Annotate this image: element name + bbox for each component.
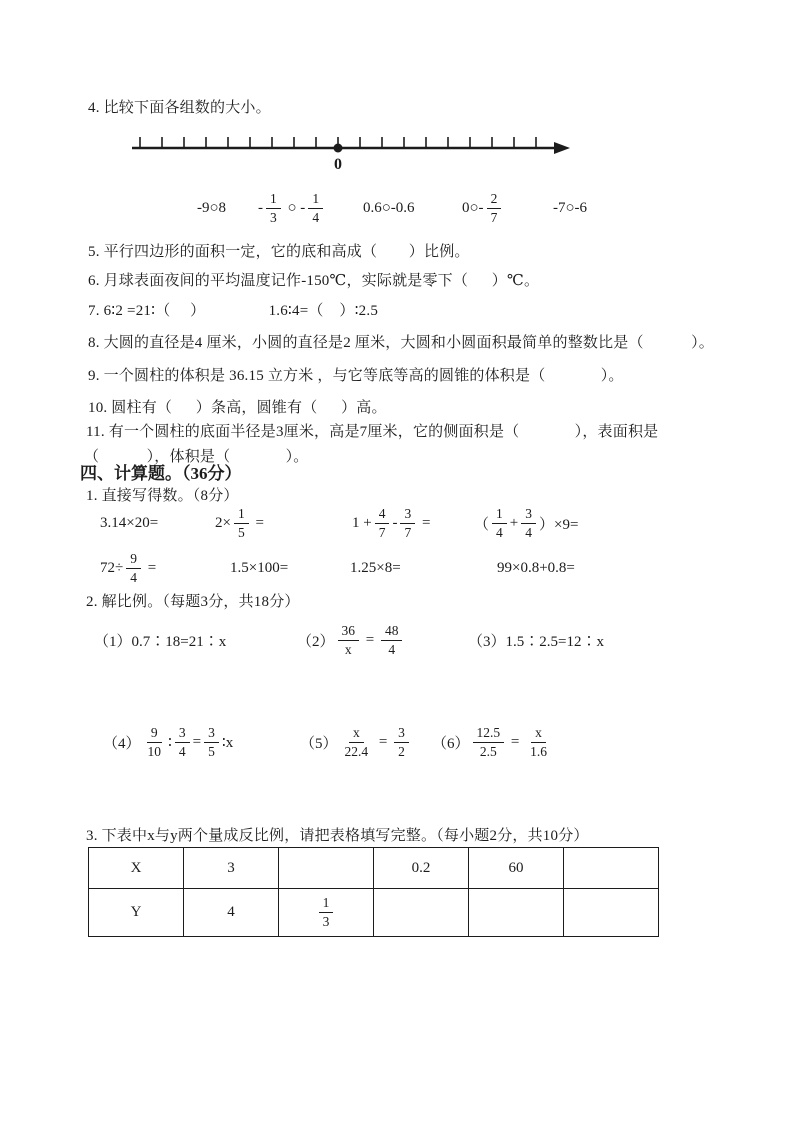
table-cell [564, 848, 659, 889]
math-text: = [362, 631, 378, 648]
fraction-denominator: 5 [208, 743, 215, 759]
cell-content [89, 904, 183, 921]
fraction [204, 725, 219, 759]
question-9: 9. 一个圆柱的体积是 36.15 立方米 ，与它等底等高的圆锥的体积是（ ）。 [88, 368, 624, 384]
fraction-denominator: 7 [490, 209, 498, 225]
math-text: 1.25×8= [350, 559, 401, 576]
fraction-numerator: 1 [319, 895, 334, 913]
fraction-numerator: 1 [308, 191, 323, 209]
table-cell [469, 889, 564, 937]
fraction-numerator: 4 [375, 506, 390, 524]
comparison-item [363, 186, 415, 230]
fraction [473, 725, 505, 759]
math-text: （5） [300, 735, 338, 752]
fraction [394, 725, 409, 759]
fraction-denominator: 4 [178, 743, 186, 759]
table-cell [374, 848, 469, 889]
math-text: （1）0.7∶18=21∶x [94, 633, 227, 650]
cell-content [184, 860, 278, 877]
math-text: ∶x [221, 734, 234, 751]
cell-content [89, 860, 183, 877]
fraction [375, 506, 390, 540]
table-cell [184, 848, 279, 889]
cell-content [279, 895, 373, 929]
table-cell [184, 889, 279, 937]
math-text: 72÷ [100, 559, 124, 576]
fraction-denominator: 5 [237, 524, 245, 540]
math-text: ）×9= [538, 516, 579, 533]
table-row [89, 889, 659, 937]
fraction-numerator: 9 [126, 551, 141, 569]
question-8: 8. 大圆的直径是4 厘米，小圆的直径是2 厘米，大圆和小圆面积最简单的整数比是（ ）。 [88, 335, 715, 351]
question-11-line-1: 11. 有一个圆柱的底面半径是3厘米，高是7厘米，它的侧面积是（ ），表面积是 [86, 424, 659, 440]
table-cell [374, 889, 469, 937]
number-line-svg [126, 124, 586, 174]
fraction-numerator: 48 [381, 623, 403, 641]
question-6: 6. 月球表面夜间的平均温度记作-150℃，实际就是零下（ ）℃。 [88, 273, 540, 289]
table-cell [469, 848, 564, 889]
math-text: = [375, 733, 392, 750]
math-text: = [143, 559, 157, 576]
fraction-denominator: 4 [130, 569, 137, 585]
math-text: ∶ [168, 734, 172, 751]
fraction [126, 551, 141, 585]
table-question-title: 3. 下表中x与y两个量成反比例，请把表格填写完整。（每小题2分，共10分） [86, 828, 589, 844]
math-text: = [507, 733, 524, 750]
number-line-arrow [554, 142, 570, 154]
fraction [266, 191, 281, 225]
fraction-numerator: x [349, 725, 364, 743]
calc-expression [100, 546, 156, 590]
fraction [341, 725, 373, 759]
calc-expression [215, 501, 264, 545]
calc-expression [100, 501, 158, 545]
fraction-denominator: 3 [322, 914, 330, 929]
table-cell [564, 889, 659, 937]
fraction-denominator: 4 [312, 209, 320, 225]
math-text: + [509, 514, 519, 531]
solve-expression [432, 714, 554, 770]
cell-content [469, 860, 563, 877]
fraction-denominator: 4 [525, 524, 532, 540]
math-text: （2） [297, 633, 335, 650]
calc-expression [350, 546, 401, 590]
cell-content [184, 904, 278, 921]
fraction-numerator: 3 [400, 506, 415, 524]
question-4-title: 4. 比较下面各组数的大小。 [88, 100, 271, 116]
fraction [526, 725, 551, 759]
math-text: -9○8 [197, 199, 227, 216]
comparison-item [553, 186, 587, 230]
fraction-numerator: 1 [234, 506, 249, 524]
table-cell [89, 889, 184, 937]
fraction-denominator: 7 [404, 524, 412, 540]
fraction-numerator: 3 [521, 506, 536, 524]
section-4-header: 四、计算题。（36分） [80, 464, 242, 483]
fraction-numerator: 36 [338, 623, 360, 641]
fraction-numerator: 3 [204, 725, 219, 743]
fraction-denominator: 22.4 [344, 743, 369, 759]
number-line-zero-dot [334, 144, 343, 153]
fraction [338, 623, 360, 657]
math-text: 4 [227, 904, 235, 920]
fraction [400, 506, 415, 540]
solve-title: 2. 解比例。（每题3分，共18分） [86, 594, 300, 610]
math-text: -7○-6 [553, 199, 588, 216]
comparison-item [197, 186, 226, 230]
fraction [234, 506, 249, 540]
fraction-numerator: 12.5 [473, 725, 505, 743]
xy-table [88, 847, 659, 937]
solve-expression [103, 714, 233, 770]
math-text: 2× [215, 514, 231, 531]
fraction-numerator: 1 [492, 506, 507, 524]
math-text: 60 [508, 859, 524, 876]
math-text: = [418, 514, 431, 531]
fraction [521, 506, 536, 540]
number-line-zero-label: 0 [334, 156, 342, 173]
table-cell [279, 889, 374, 937]
calc-expression [497, 546, 575, 590]
math-text: （ [474, 516, 490, 533]
math-text: 0○- [462, 199, 484, 216]
solve-expression [300, 714, 412, 770]
fraction [144, 725, 166, 759]
fraction-denominator: 2 [398, 743, 405, 759]
fraction [381, 623, 403, 657]
math-text: 3.14×20= [100, 514, 159, 531]
calc-expression [230, 546, 288, 590]
fraction [319, 895, 334, 929]
question-11-line-2: （ ），体积是（ ）。 [84, 449, 309, 465]
fraction [492, 506, 507, 540]
fraction-numerator: 9 [147, 725, 162, 743]
solve-expression [297, 614, 405, 666]
math-text: （3）1.5∶2.5=12∶x [468, 633, 604, 650]
calc-expression [352, 501, 430, 545]
table-cell [89, 848, 184, 889]
comparison-item [462, 186, 504, 230]
math-text: 1.5×100= [230, 559, 289, 576]
solve-expression [468, 614, 604, 666]
cell-content [374, 860, 468, 877]
fraction [308, 191, 323, 225]
math-text: （4） [103, 735, 141, 752]
question-5: 5. 平行四边形的面积一定，它的底和高成（ ）比例。 [88, 244, 470, 260]
solve-expression [94, 614, 226, 666]
calc-expression [474, 501, 578, 545]
fraction-denominator: 2.5 [479, 743, 497, 759]
fraction-numerator: 3 [394, 725, 409, 743]
fraction [487, 191, 502, 225]
fraction-denominator: x [344, 641, 352, 657]
fraction-denominator: 4 [496, 524, 503, 540]
calc-title: 1. 直接写得数。（8分） [86, 488, 239, 504]
question-10: 10. 圆柱有（ ）条高，圆锥有（ ）高。 [88, 400, 387, 416]
math-text: 3 [227, 859, 235, 876]
fraction-numerator: x [531, 725, 546, 743]
math-text: X [130, 859, 142, 876]
math-text: - [258, 199, 263, 216]
math-text: 0.2 [411, 859, 431, 876]
fraction-denominator: 7 [378, 524, 386, 540]
fraction-numerator: 2 [487, 191, 502, 209]
math-text: ○ - [283, 199, 306, 216]
fraction [175, 725, 190, 759]
number-line [126, 124, 586, 179]
fraction-denominator: 3 [270, 209, 277, 225]
comparison-item [258, 186, 326, 230]
fraction-numerator: 3 [175, 725, 190, 743]
fraction-denominator: 10 [147, 743, 162, 759]
table-row [89, 848, 659, 889]
math-text: - [392, 514, 398, 531]
fraction-denominator: 4 [388, 641, 396, 657]
question-7: 7. 6∶2 =21∶（ ） 1.6∶4=（ ）∶2.5 [88, 303, 379, 319]
math-text: （6） [432, 735, 470, 752]
fraction-denominator: 1.6 [530, 743, 547, 759]
math-text: = [192, 733, 202, 750]
math-text: Y [130, 904, 142, 920]
math-text: 0.6○-0.6 [363, 199, 415, 216]
table-cell [279, 848, 374, 889]
math-text: 99×0.8+0.8= [497, 559, 575, 576]
fraction-numerator: 1 [266, 191, 281, 209]
math-text: = [251, 514, 264, 531]
math-text: 1 + [352, 514, 372, 531]
